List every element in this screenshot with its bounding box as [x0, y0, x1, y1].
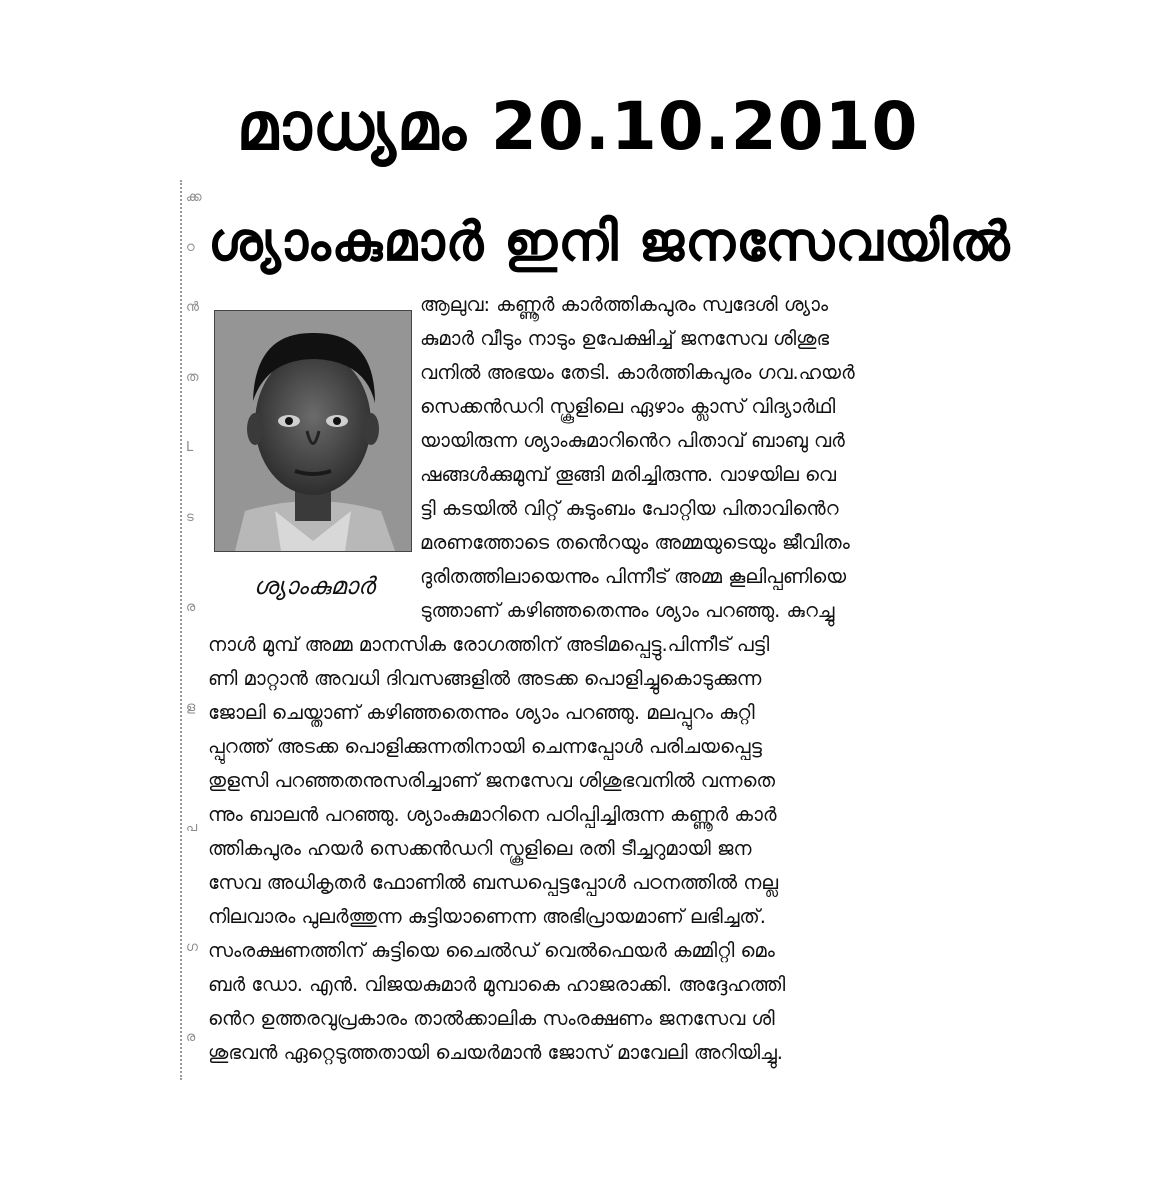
article-line: ഷങ്ങൾക്കുമുമ്പ് തൂങ്ങി മരിച്ചിരുന്നു. വാഴയില വെ	[420, 463, 837, 486]
torn-edge-column: ക്ക ഠ ൻ ത L ട ര ള പ ഗ ര	[180, 180, 204, 1080]
newspaper-masthead: മാധ്യമം 20.10.2010	[236, 88, 919, 165]
article-line: ൻെറ ഉത്തരവുപ്രകാരം താൽക്കാലിക സംരക്ഷണം ജനസേവ ശി	[208, 1007, 775, 1030]
article-line: പ്പുറത്ത് അടക്ക പൊളിക്കുന്നതിനായി ചെന്നപ്പോൾ പരിചയപ്പെട്ട	[208, 735, 762, 758]
article-line: ടുത്താണ് കഴിഞ്ഞതെന്നും ശ്യാം പറഞ്ഞു. കുറച്ചു	[420, 599, 835, 622]
article-line: ബർ ഡോ. എൻ. വിജയകുമാർ മുമ്പാകെ ഹാജരാക്കി. അദ്ദേഹത്തി	[208, 973, 786, 996]
article-line: നാൾ മുമ്പ് അമ്മ മാനസിക രോഗത്തിന് അടിമപ്പെട്ടു.പിന്നീട് പട്ടി	[208, 633, 770, 656]
article-line: ശുഭവൻ ഏറ്റെടുത്തതായി ചെയർമാൻ ജോസ് മാവേലി അറിയിച്ചു.	[208, 1041, 783, 1064]
article-headline: ശ്യാംകുമാർ ഇനി ജനസേവയിൽ	[208, 210, 1011, 273]
article-line: ത്തികപുരം ഹയർ സെക്കൻഡറി സ്കൂളിലെ രതി ടീച്ചറുമായി ജന	[208, 837, 752, 860]
article-line: ദുരിതത്തിലായെന്നും പിന്നീട് അമ്മ കൂലിപ്പണിയെ	[420, 565, 847, 588]
article-line: ജോലി ചെയ്താണ് കഴിഞ്ഞതെന്നും ശ്യാം പറഞ്ഞു. മലപ്പുറം കുറ്റി	[208, 701, 755, 724]
article-line: നിലവാരം പുലർത്തുന്ന കുട്ടിയാണെന്ന അഭിപ്രായമാണ് ലഭിച്ചത്.	[208, 905, 766, 928]
article-line: യായിരുന്ന ശ്യാംകുമാറിൻെറ പിതാവ് ബാബു വർ	[420, 429, 845, 452]
article-line: സേവ അധികൃതർ ഫോണിൽ ബന്ധപ്പെട്ടപ്പോൾ പഠനത്തിൽ നല്ല	[208, 871, 779, 894]
article-line: കുമാർ വീടും നാടും ഉപേക്ഷിച്ച് ജനസേവ ശിശുഭ	[420, 327, 830, 350]
article-line: മരണത്തോടെ തൻെറയും അമ്മയുടെയും ജീവിതം	[420, 531, 850, 554]
portrait-photo	[214, 310, 412, 552]
article-line: ആലുവ: കണ്ണൂർ കാർത്തികപുരം സ്വദേശി ശ്യാം	[420, 293, 829, 316]
article-line: ണി മാറ്റാൻ അവധി ദിവസങ്ങളിൽ അടക്ക പൊളിച്ചുകൊടുക്കുന്ന	[208, 667, 762, 690]
news-clipping	[180, 180, 1060, 1080]
article-line: ന്നും ബാലൻ പറഞ്ഞു. ശ്യാംകുമാറിനെ പഠിപ്പിച്ചിരുന്ന കണ്ണൂർ കാർ	[208, 803, 777, 826]
article-line: സെക്കൻഡറി സ്കൂളിലെ ഏഴാം ക്ലാസ് വിദ്യാർഥി	[420, 395, 836, 418]
article-line: ട്ടി കടയിൽ വിറ്റ് കുടുംബം പോറ്റിയ പിതാവിൻെറ	[420, 497, 839, 520]
article-line: തുളസി പറഞ്ഞതനുസരിച്ചാണ് ജനസേവ ശിശുഭവനിൽ വന്നതെ	[208, 769, 775, 792]
photo-caption: ശ്യാംകുമാർ	[253, 572, 375, 600]
article-line: വനിൽ അഭയം തേടി. കാർത്തികപുരം ഗവ.ഹയർ	[420, 361, 855, 384]
boy-portrait-image	[215, 311, 411, 551]
article-line: സംരക്ഷണത്തിന് കുട്ടിയെ ചൈൽഡ് വെൽഫെയർ കമ്മിറ്റി മെം	[208, 939, 775, 962]
